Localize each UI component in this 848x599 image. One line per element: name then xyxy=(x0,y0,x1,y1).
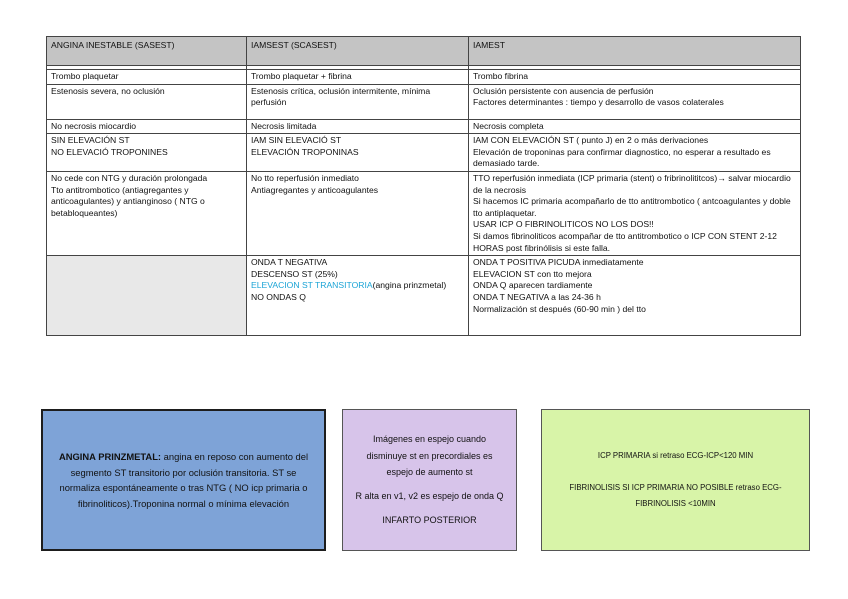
cell-text: Necrosis completa xyxy=(473,120,544,131)
cell-text: NO ONDAS Q xyxy=(251,291,306,302)
table-row-trombo xyxy=(47,70,801,85)
icp-primaria-text: ICP PRIMARIA si retraso ECG-ICP<120 MIN xyxy=(597,451,754,460)
table-cell xyxy=(247,171,469,255)
table-cell xyxy=(247,84,469,119)
cell-text xyxy=(251,280,464,292)
cell-text: ONDA T NEGATIVA xyxy=(251,257,328,268)
cell-text: Estenosis crítica, oclusión intermitente, mínima perfusión xyxy=(251,85,431,108)
cell-text: ELEVACION ST con tto mejora xyxy=(473,268,592,279)
cell-text: Si damos fibrinoliticos acompañar de tto antitrombotico o ICP CON STENT 2-12 HORAS post fibrinólisis si este falla. xyxy=(473,230,777,253)
angina-prinzmetal-title: ANGINA PRINZMETAL: xyxy=(58,451,162,462)
table-cell xyxy=(247,134,469,172)
table-row-tratamiento xyxy=(47,171,801,255)
cell-text: Antiagregantes y anticoagulantes xyxy=(251,184,379,195)
icp-primaria-box xyxy=(541,409,810,551)
table-header-row xyxy=(47,37,801,66)
cell-text: USAR ICP O FIBRINOLITICOS NO LOS DOS!! xyxy=(473,219,654,230)
cell-text: ONDA Q aparecen tardiamente xyxy=(473,280,593,291)
cell-text: ONDA T POSITIVA PICUDA inmediatamente xyxy=(473,257,644,268)
table-cell xyxy=(469,256,801,336)
table-row-elevacion xyxy=(47,134,801,172)
imagenes-espejo-box xyxy=(342,409,517,551)
cell-text: Trombo fibrina xyxy=(473,71,529,81)
table-row-necrosis xyxy=(47,119,801,134)
cell-text: No cede con NTG y duración prolongada xyxy=(51,172,208,183)
table-row-estenosis xyxy=(47,84,801,119)
table-cell xyxy=(469,134,801,172)
fibrinolisis-text: FIBRINOLISIS SI ICP PRIMARIA NO POSIBLE retraso ECG-FIBRINOLISIS <10MIN xyxy=(569,483,782,508)
angina-prinzmetal-text xyxy=(53,449,314,511)
cell-text: IAM SIN ELEVACIÓ ST xyxy=(251,135,342,146)
table-cell xyxy=(47,84,247,119)
cell-text: Si hacemos IC primaria acompañarlo de tto antitrombotico ( antcoagulantes y doble tto antiplaquetar. xyxy=(473,196,791,218)
cell-text: DESCENSO ST (25%) xyxy=(251,268,338,279)
table-row-ecg xyxy=(47,256,801,336)
table-cell xyxy=(47,171,247,255)
table-cell xyxy=(247,119,469,134)
cell-text: Normalización st después (60-90 min ) del tto xyxy=(473,303,646,314)
cell-text: No necrosis miocardio xyxy=(51,120,137,131)
espejo-text-r: R alta en v1, v2 es espejo de onda Q xyxy=(355,491,504,502)
cell-text: ELEVACIÓN TROPONINAS xyxy=(251,146,359,157)
cell-text: NO ELEVACIÓ TROPONINES xyxy=(51,146,168,157)
table-cell xyxy=(469,84,801,119)
table-cell xyxy=(47,119,247,134)
table-cell xyxy=(469,119,801,134)
angina-prinzmetal-body: angina en reposo con aumento del segmento ST transitorio por oclusión transitoria. ST se normaliza espontáneamente o tras NTG ( NO icp primaria o fibrinoliticos).Troponina normal o mínima elevación xyxy=(59,451,309,509)
angina-prinzmetal-box xyxy=(41,409,326,551)
table-cell xyxy=(247,256,469,336)
cell-text: Estenosis severa, no oclusión xyxy=(51,85,165,96)
table-cell xyxy=(469,171,801,255)
table-cell-empty xyxy=(47,256,247,336)
cell-text-tail: (angina prinzmetal) xyxy=(372,280,447,291)
cell-text: No tto reperfusión inmediato xyxy=(251,172,359,183)
cell-text: SIN ELEVACIÓN ST xyxy=(51,135,130,146)
table-cell xyxy=(47,70,247,85)
cell-text: Oclusión persistente con ausencia de perfusión xyxy=(473,85,654,96)
cell-text: IAM CON ELEVACIÓN ST ( punto J) en 2 o más derivaciones xyxy=(473,135,709,146)
cell-text: Elevación de troponinas para confirmar diagnostico, no esperar a resultado es demasiado tarde. xyxy=(473,146,771,169)
cell-text: Trombo plaquetar + fibrina xyxy=(251,71,352,81)
header-angina-inestable: ANGINA INESTABLE (SASEST) xyxy=(47,37,247,66)
cell-text: Tto antitrombotico (antiagregantes y anticoagulantes) y antianginoso ( NTG o betabloqueantes) xyxy=(51,184,205,218)
header-iamsest: IAMSEST (SCASEST) xyxy=(247,37,469,66)
table-cell xyxy=(247,70,469,85)
table-cell xyxy=(47,134,247,172)
espejo-text: Imágenes en espejo cuando disminuye st en precordiales es espejo de aumento st xyxy=(366,434,493,477)
infarto-posterior-label: INFARTO POSTERIOR xyxy=(382,515,477,526)
cell-text: TTO reperfusión inmediata (ICP primaria (stent) o fribrinolititcos)→ salvar miocardio de la necrosis xyxy=(473,172,791,195)
cell-text: Necrosis limitada xyxy=(251,120,317,131)
cell-text: Trombo plaquetar xyxy=(51,71,119,81)
comparison-table xyxy=(46,36,801,336)
cell-text: Factores determinantes : tiempo y desarrollo de vasos colaterales xyxy=(473,97,724,108)
table-cell xyxy=(469,70,801,85)
header-iamest: IAMEST xyxy=(469,37,801,66)
highlight-text: ELEVACION ST TRANSITORIA xyxy=(251,280,373,291)
cell-text: ONDA T NEGATIVA a las 24-36 h xyxy=(473,291,601,302)
